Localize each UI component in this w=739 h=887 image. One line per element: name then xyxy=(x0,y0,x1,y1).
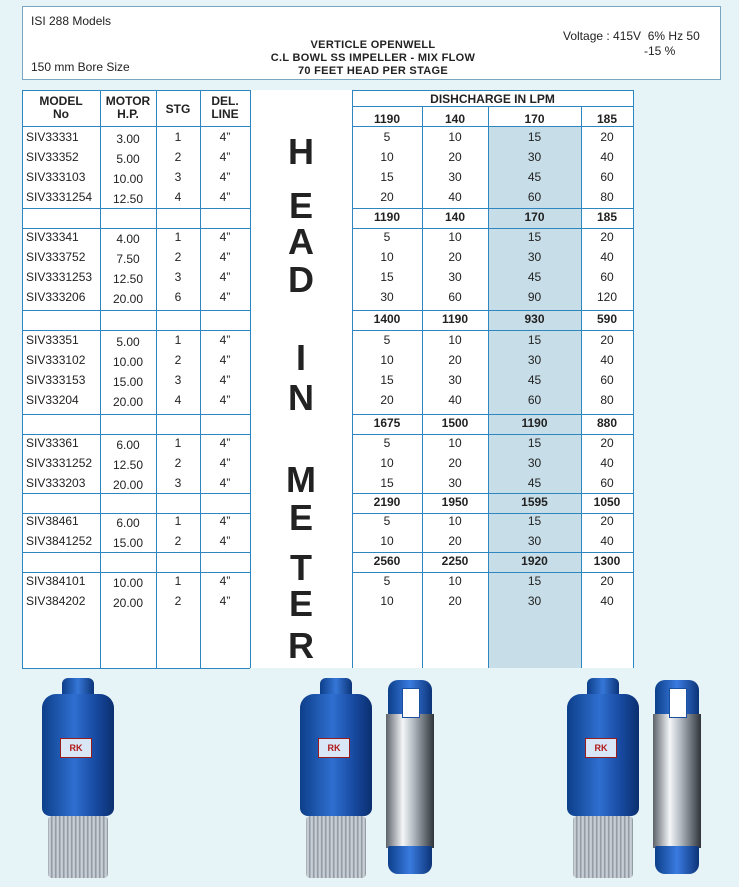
head-value: 20 xyxy=(448,353,462,367)
grid-line xyxy=(22,126,250,127)
models-label: ISI 288 Models xyxy=(31,14,112,28)
motor-hp: 6.00 xyxy=(116,438,140,452)
head-value: 10 xyxy=(448,436,462,450)
head-value: 20 xyxy=(600,436,614,450)
head-in-meter-letter: A xyxy=(288,221,314,262)
head-value: 15 xyxy=(380,270,394,284)
col-header-stg: STG xyxy=(165,102,191,116)
head-value: 60 xyxy=(600,170,614,184)
head-value: 10 xyxy=(448,574,462,588)
head-value: 10 xyxy=(448,130,462,144)
lpm-value: 1400 xyxy=(373,312,401,326)
grid-line xyxy=(352,330,633,331)
lpm-value: 1190 xyxy=(373,210,401,224)
model-number: SIV33331 xyxy=(26,130,79,144)
head-value: 40 xyxy=(600,353,614,367)
lpm-value: 170 xyxy=(524,112,545,126)
lpm-value: 930 xyxy=(524,312,545,326)
head-value: 40 xyxy=(600,150,614,164)
bore-size-label: 150 mm Bore Size xyxy=(31,60,130,74)
head-value: 5 xyxy=(383,130,391,144)
lpm-value: 1675 xyxy=(373,416,401,430)
head-value: 30 xyxy=(527,456,542,470)
head-value: 60 xyxy=(600,476,614,490)
head-value: 20 xyxy=(448,250,462,264)
grid-line xyxy=(22,330,250,331)
lpm-value: 1050 xyxy=(593,495,621,509)
head-value: 45 xyxy=(527,170,542,184)
stage-count: 6 xyxy=(174,290,182,304)
head-value: 15 xyxy=(527,436,542,450)
head-value: 30 xyxy=(448,373,462,387)
grid-line xyxy=(22,513,250,514)
head-value: 10 xyxy=(380,594,394,608)
stage-count: 3 xyxy=(174,270,182,284)
model-number: SIV3331254 xyxy=(26,190,93,204)
motor-hp: 20.00 xyxy=(112,292,144,306)
delivery-size: 4” xyxy=(219,270,231,284)
grid-line xyxy=(22,90,23,668)
delivery-size: 4” xyxy=(219,514,231,528)
head-value: 40 xyxy=(600,534,614,548)
model-number: SIV33341 xyxy=(26,230,79,244)
motor-hp: 4.00 xyxy=(116,232,140,246)
stage-count: 2 xyxy=(174,353,182,367)
model-number: SIV33351 xyxy=(26,333,79,347)
head-value: 30 xyxy=(448,170,462,184)
title-line-2: C.L BOWL SS IMPELLER - MIX FLOW xyxy=(270,52,476,64)
grid-line xyxy=(352,228,633,229)
head-value: 45 xyxy=(527,476,542,490)
head-value: 5 xyxy=(383,333,391,347)
stage-count: 1 xyxy=(174,574,182,588)
lpm-value: 1595 xyxy=(521,495,548,509)
spec-table xyxy=(22,90,634,668)
motor-hp: 20.00 xyxy=(112,395,144,409)
pump-image-1 xyxy=(38,676,118,882)
motor-hp: 12.50 xyxy=(112,272,144,286)
lpm-value: 1190 xyxy=(441,312,469,326)
stage-count: 4 xyxy=(174,190,182,204)
grid-line xyxy=(156,90,157,668)
grid-line xyxy=(352,434,633,435)
delivery-size: 4” xyxy=(219,333,231,347)
motor-hp: 12.50 xyxy=(112,458,144,472)
motor-hp: 6.00 xyxy=(116,516,140,530)
model-number: SIV3331253 xyxy=(26,270,93,284)
head-value: 20 xyxy=(600,333,614,347)
voltage-spec: Voltage : 415V 6% Hz 50 xyxy=(563,29,700,43)
grid-line xyxy=(22,228,250,229)
head-value: 30 xyxy=(527,534,542,548)
stage-count: 1 xyxy=(174,514,182,528)
head-value: 60 xyxy=(600,373,614,387)
delivery-size: 4” xyxy=(219,290,231,304)
delivery-size: 4” xyxy=(219,190,231,204)
head-value: 20 xyxy=(600,130,614,144)
grid-line xyxy=(22,310,250,311)
stage-count: 2 xyxy=(174,456,182,470)
head-value: 40 xyxy=(448,190,462,204)
head-value: 5 xyxy=(383,514,391,528)
delivery-size: 4” xyxy=(219,353,231,367)
motor-hp: 20.00 xyxy=(112,596,144,610)
stage-count: 2 xyxy=(174,250,182,264)
delivery-size: 4” xyxy=(219,130,231,144)
brand-badge: RK xyxy=(60,738,92,758)
head-in-meter-letter: E xyxy=(288,185,313,226)
model-number: SIV384202 xyxy=(26,594,86,608)
grid-line xyxy=(422,106,423,668)
lpm-value: 2250 xyxy=(441,554,469,568)
lpm-value: 2190 xyxy=(373,495,401,509)
lpm-value: 880 xyxy=(596,416,618,430)
model-number: SIV33204 xyxy=(26,393,79,407)
head-value: 10 xyxy=(380,250,394,264)
delivery-size: 4” xyxy=(219,476,231,490)
grid-line xyxy=(352,493,633,494)
head-value: 15 xyxy=(527,130,542,144)
head-value: 60 xyxy=(600,270,614,284)
head-in-meter-letter: M xyxy=(286,459,316,500)
head-value: 30 xyxy=(380,290,394,304)
stage-count: 1 xyxy=(174,436,182,450)
head-value: 45 xyxy=(527,270,542,284)
head-value: 60 xyxy=(527,190,542,204)
delivery-size: 4” xyxy=(219,170,231,184)
head-value: 60 xyxy=(527,393,542,407)
stage-count: 1 xyxy=(174,130,182,144)
head-value: 30 xyxy=(527,150,542,164)
grid-line xyxy=(352,208,633,209)
model-number: SIV3331252 xyxy=(26,456,93,470)
head-value: 45 xyxy=(527,373,542,387)
head-value: 15 xyxy=(527,574,542,588)
head-value: 10 xyxy=(380,456,394,470)
head-value: 15 xyxy=(380,170,394,184)
grid-line xyxy=(22,90,250,91)
voltage-tolerance: -15 % xyxy=(644,44,676,58)
lpm-value: 1920 xyxy=(521,554,548,568)
head-value: 10 xyxy=(448,333,462,347)
head-in-meter-letter: H xyxy=(288,131,314,172)
grid-line xyxy=(22,493,250,494)
stage-count: 2 xyxy=(174,150,182,164)
grid-line xyxy=(22,208,250,209)
lpm-value: 1190 xyxy=(521,416,548,430)
delivery-size: 4” xyxy=(219,393,231,407)
pump-image-3 xyxy=(563,676,713,882)
head-value: 20 xyxy=(380,190,394,204)
head-value: 10 xyxy=(380,353,394,367)
head-value: 20 xyxy=(600,230,614,244)
motor-hp: 10.00 xyxy=(112,355,144,369)
lpm-value: 140 xyxy=(444,112,466,126)
stage-count: 2 xyxy=(174,594,182,608)
stage-count: 1 xyxy=(174,333,182,347)
grid-line xyxy=(352,90,353,668)
col-header-model xyxy=(22,95,100,121)
motor-hp: 10.00 xyxy=(112,576,144,590)
head-value: 5 xyxy=(383,436,391,450)
grid-line xyxy=(352,414,633,415)
col-header-del-line1: DEL. xyxy=(211,94,239,108)
title-line-3: 70 FEET HEAD PER STAGE xyxy=(297,65,449,77)
col-header-del-line2: LINE xyxy=(211,107,239,121)
lpm-value: 185 xyxy=(596,112,618,126)
lpm-value: 1190 xyxy=(373,112,401,126)
head-value: 30 xyxy=(527,353,542,367)
grid-line xyxy=(352,310,633,311)
grid-line xyxy=(352,126,633,127)
lpm-value: 185 xyxy=(596,210,618,224)
lpm-value: 170 xyxy=(524,210,545,224)
head-value: 40 xyxy=(600,456,614,470)
grid-line xyxy=(352,106,633,107)
grid-line xyxy=(352,552,633,553)
head-value: 10 xyxy=(380,150,394,164)
motor-hp: 15.00 xyxy=(112,536,144,550)
head-value: 15 xyxy=(527,514,542,528)
stage-count: 4 xyxy=(174,393,182,407)
head-value: 20 xyxy=(600,514,614,528)
motor-hp: 5.00 xyxy=(116,335,140,349)
lpm-value: 2560 xyxy=(373,554,401,568)
head-value: 120 xyxy=(596,290,618,304)
head-value: 5 xyxy=(383,230,391,244)
head-value: 10 xyxy=(448,514,462,528)
grid-line xyxy=(352,572,633,573)
document-title xyxy=(223,39,523,78)
grid-line xyxy=(22,572,250,573)
brand-badge: RK xyxy=(585,738,617,758)
head-in-meter-letter: D xyxy=(288,259,314,300)
model-number: SIV333103 xyxy=(26,170,86,184)
stage-count: 1 xyxy=(174,230,182,244)
head-value: 20 xyxy=(600,574,614,588)
head-value: 80 xyxy=(600,190,614,204)
header-box xyxy=(22,6,721,80)
head-value: 20 xyxy=(448,594,462,608)
delivery-size: 4” xyxy=(219,230,231,244)
pump-image-2 xyxy=(296,676,446,882)
motor-hp: 20.00 xyxy=(112,478,144,492)
brand-badge: RK xyxy=(318,738,350,758)
model-number: SIV333203 xyxy=(26,476,86,490)
grid-line xyxy=(22,434,250,435)
lpm-value: 140 xyxy=(444,210,466,224)
head-value: 40 xyxy=(600,594,614,608)
lpm-value: 1950 xyxy=(441,495,469,509)
head-value: 90 xyxy=(527,290,542,304)
head-value: 15 xyxy=(527,333,542,347)
head-value: 20 xyxy=(448,150,462,164)
delivery-size: 4” xyxy=(219,534,231,548)
head-value: 80 xyxy=(600,393,614,407)
grid-line xyxy=(581,106,582,668)
stage-count: 3 xyxy=(174,476,182,490)
head-in-meter-letter: R xyxy=(288,625,314,666)
col-header-motor-line1: MOTOR xyxy=(105,94,151,108)
model-number: SIV33361 xyxy=(26,436,79,450)
motor-hp: 15.00 xyxy=(112,375,144,389)
head-in-meter-letter: E xyxy=(288,497,313,538)
stage-count: 3 xyxy=(174,373,182,387)
head-value: 30 xyxy=(527,594,542,608)
model-number: SIV38461 xyxy=(26,514,79,528)
delivery-size: 4” xyxy=(219,594,231,608)
head-value: 15 xyxy=(527,230,542,244)
head-in-meter-letter: N xyxy=(288,377,314,418)
delivery-size: 4” xyxy=(219,574,231,588)
delivery-size: 4” xyxy=(219,373,231,387)
head-value: 10 xyxy=(380,534,394,548)
head-value: 40 xyxy=(448,393,462,407)
col-header-model-line1: MODEL xyxy=(39,94,83,108)
grid-line xyxy=(22,668,250,669)
lpm-value: 1300 xyxy=(593,554,621,568)
head-value: 30 xyxy=(527,250,542,264)
head-value: 15 xyxy=(380,373,394,387)
model-number: SIV33352 xyxy=(26,150,79,164)
stage-count: 3 xyxy=(174,170,182,184)
head-in-meter-letter: E xyxy=(288,583,313,624)
col-header-motor xyxy=(100,95,156,121)
model-number: SIV333153 xyxy=(26,373,86,387)
motor-hp: 7.50 xyxy=(116,252,140,266)
grid-line xyxy=(200,90,201,668)
col-header-model-line2: No xyxy=(53,107,69,121)
head-value: 20 xyxy=(448,534,462,548)
model-number: SIV384101 xyxy=(26,574,86,588)
head-value: 60 xyxy=(448,290,462,304)
stage-count: 2 xyxy=(174,534,182,548)
motor-hp: 3.00 xyxy=(116,132,140,146)
title-line-1: VERTICLE OPENWELL xyxy=(310,39,436,51)
head-value: 10 xyxy=(448,230,462,244)
head-value: 20 xyxy=(448,456,462,470)
head-in-meter-letter: T xyxy=(290,547,312,588)
discharge-header: DISHCHARGE IN LPM xyxy=(430,92,555,106)
head-value: 15 xyxy=(380,476,394,490)
motor-hp: 5.00 xyxy=(116,152,140,166)
grid-line xyxy=(100,90,101,668)
motor-hp: 12.50 xyxy=(112,192,144,206)
model-number: SIV333752 xyxy=(26,250,86,264)
grid-line xyxy=(22,552,250,553)
grid-line xyxy=(352,513,633,514)
head-value: 30 xyxy=(448,476,462,490)
model-number: SIV333206 xyxy=(26,290,86,304)
delivery-size: 4” xyxy=(219,456,231,470)
lpm-value: 590 xyxy=(596,312,618,326)
lpm-value: 1500 xyxy=(441,416,469,430)
col-header-motor-line2: H.P. xyxy=(117,107,139,121)
grid-line xyxy=(22,414,250,415)
grid-line xyxy=(488,106,489,668)
delivery-size: 4” xyxy=(219,150,231,164)
model-number: SIV3841252 xyxy=(26,534,93,548)
head-value: 5 xyxy=(383,574,391,588)
grid-line xyxy=(352,90,633,91)
head-in-meter-letter: I xyxy=(295,337,306,378)
delivery-size: 4” xyxy=(219,250,231,264)
head-value: 40 xyxy=(600,250,614,264)
head-value: 30 xyxy=(448,270,462,284)
col-header-del xyxy=(200,95,250,121)
head-value: 20 xyxy=(380,393,394,407)
model-number: SIV333102 xyxy=(26,353,86,367)
delivery-size: 4” xyxy=(219,436,231,450)
motor-hp: 10.00 xyxy=(112,172,144,186)
